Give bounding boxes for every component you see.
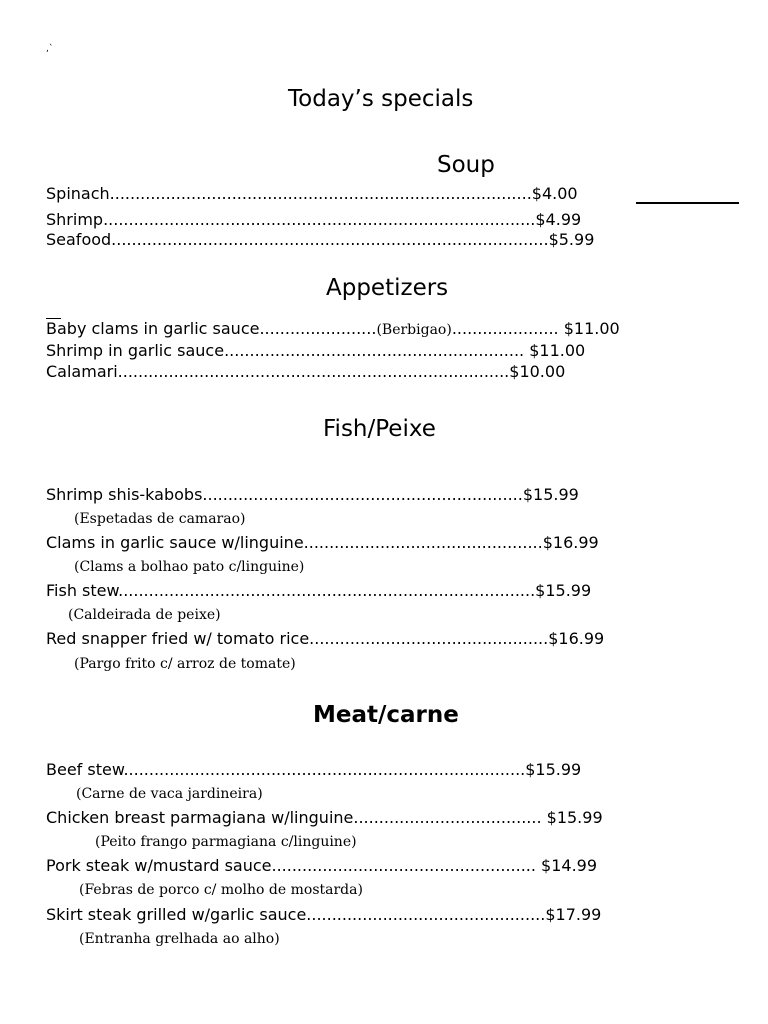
item-price: $11.00 xyxy=(529,341,586,360)
item-price: $10.00 xyxy=(509,362,566,381)
meat-heading: Meat/carne xyxy=(313,702,459,728)
menu-item xyxy=(46,629,604,649)
leader-dots: ............................................... xyxy=(303,533,543,552)
item-name: Baby clams in garlic sauce xyxy=(46,319,260,338)
menu-item xyxy=(46,184,578,204)
item-name: Seafood xyxy=(46,230,112,249)
item-translation: (Caldeirada de peixe) xyxy=(68,607,221,623)
item-translation: (Pargo frito c/ arroz de tomate) xyxy=(74,656,296,672)
menu-item xyxy=(46,362,565,382)
leader-dots: ............................................................... xyxy=(202,485,523,504)
item-translation: (Entranha grelhada ao alho) xyxy=(79,931,280,947)
item-translation: (Carne de vaca jardineira) xyxy=(76,786,263,802)
underline-rule xyxy=(636,202,739,204)
item-price: $14.99 xyxy=(541,856,598,875)
item-price: $17.99 xyxy=(545,905,602,924)
leader-dots: ....................... xyxy=(259,319,377,338)
appetizers-heading: Appetizers xyxy=(326,275,449,301)
menu-item xyxy=(46,341,585,361)
fish-heading: Fish/Peixe xyxy=(323,416,436,442)
item-price: $15.99 xyxy=(535,581,592,600)
item-price: $4.99 xyxy=(535,210,582,229)
item-price: $15.99 xyxy=(546,808,603,827)
menu-item xyxy=(46,485,579,505)
item-name: Shrimp in garlic sauce xyxy=(46,341,225,360)
menu-item xyxy=(46,856,597,876)
leader-dots: ............................................... xyxy=(309,629,549,648)
item-price: $16.99 xyxy=(548,629,605,648)
menu-item xyxy=(46,210,581,230)
menu-item xyxy=(46,533,599,553)
item-price: $5.99 xyxy=(548,230,595,249)
leader-dots: ........................................................... xyxy=(224,341,530,360)
item-price: $11.00 xyxy=(563,319,620,338)
menu-item xyxy=(46,581,591,601)
item-name: Calamari xyxy=(46,362,118,381)
leader-dots: ............................................................................... xyxy=(123,760,526,779)
leader-dots: ..................................................................................... xyxy=(103,210,536,229)
item-name: Clams in garlic sauce w/linguine xyxy=(46,533,304,552)
leader-dots: ..................... xyxy=(451,319,564,338)
leader-dots: ...................................................................................... xyxy=(111,230,549,249)
item-translation: (Clams a bolhao pato c/linguine) xyxy=(74,559,305,575)
item-name: Chicken breast parmagiana w/linguine xyxy=(46,808,354,827)
item-name: Pork steak w/mustard sauce xyxy=(46,856,272,875)
leader-dots: .................................................................................. xyxy=(118,581,536,600)
leader-dots: ..................................... xyxy=(353,808,547,827)
menu-item xyxy=(46,808,603,828)
item-name: Shrimp shis-kabobs xyxy=(46,485,203,504)
item-name: Spinach xyxy=(46,184,110,203)
item-name: Red snapper fried w/ tomato rice xyxy=(46,629,310,648)
menu-item xyxy=(46,319,620,340)
item-price: $16.99 xyxy=(542,533,599,552)
item-name: Beef stew xyxy=(46,760,124,779)
page-title: Today’s specials xyxy=(288,86,474,112)
item-translation: (Peito frango parmagiana c/linguine) xyxy=(95,834,357,850)
item-name: Skirt steak grilled w/garlic sauce xyxy=(46,905,307,924)
leader-dots: ................................................................................... xyxy=(109,184,532,203)
soup-heading: Soup xyxy=(437,152,495,178)
menu-item xyxy=(46,760,581,780)
menu-item xyxy=(46,905,601,925)
corner-mark: ,` xyxy=(46,44,54,54)
leader-dots: ............................................................................. xyxy=(117,362,510,381)
item-name: Shrimp xyxy=(46,210,104,229)
item-price: $15.99 xyxy=(525,760,582,779)
menu-item xyxy=(46,230,594,250)
item-note: (Berbigao) xyxy=(376,322,452,338)
item-translation: (Febras de porco c/ molho de mostarda) xyxy=(79,882,363,898)
item-price: $15.99 xyxy=(522,485,579,504)
item-translation: (Espetadas de camarao) xyxy=(74,511,246,527)
item-name: Fish stew xyxy=(46,581,119,600)
leader-dots: ............................................... xyxy=(306,905,546,924)
item-price: $4.00 xyxy=(531,184,578,203)
leader-dots: .................................................... xyxy=(271,856,542,875)
